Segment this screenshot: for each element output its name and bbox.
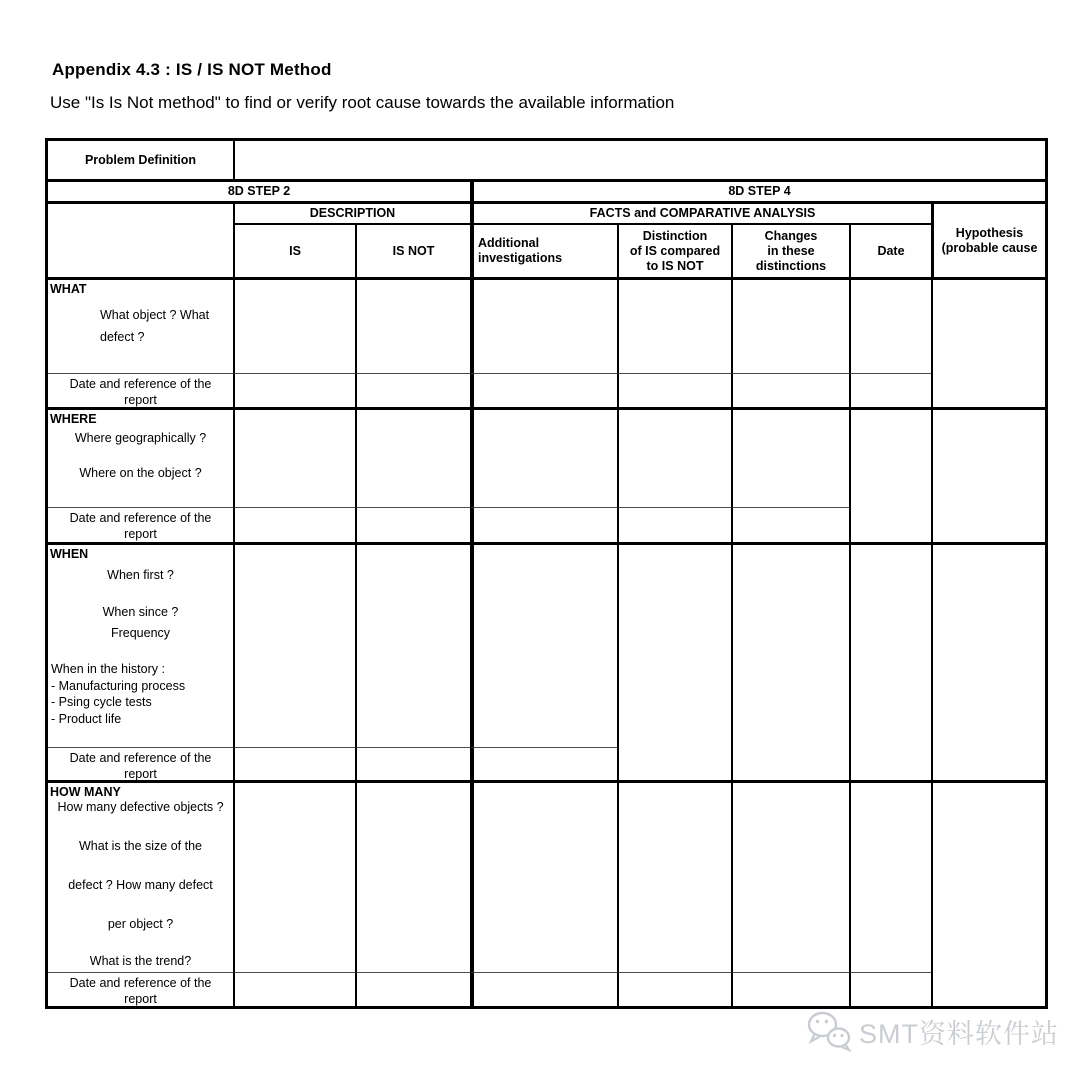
distinction-line3: to IS NOT: [646, 258, 704, 273]
date-column-header: Date: [849, 223, 931, 277]
changes-line2: in these: [767, 243, 815, 258]
table-cell: [355, 972, 470, 1006]
is-column-header: IS: [233, 223, 355, 277]
table-cell: [233, 747, 355, 780]
distinction-line2: of IS compared: [629, 243, 721, 258]
table-cell: [849, 780, 931, 972]
description-header: DESCRIPTION: [233, 201, 470, 223]
table-cell: [849, 373, 931, 407]
table-cell: [731, 507, 849, 542]
table-cell: [617, 407, 731, 507]
distinction-line1: Distinction: [642, 228, 708, 243]
table-cell: [470, 747, 617, 780]
how-many-question-line2: What is the size of the: [79, 839, 202, 853]
table-cell: [931, 780, 1045, 1006]
table-cell: [617, 972, 731, 1006]
table-cell: [470, 407, 617, 507]
table-cell: [617, 373, 731, 407]
when-question-since: When since ?: [102, 605, 179, 619]
date-reference-label: Date and reference of the report: [48, 747, 233, 780]
when-history-item3: - Product life: [51, 711, 122, 726]
changes-line1: Changes: [764, 228, 818, 243]
when-question-first: When first ?: [107, 568, 174, 582]
hypothesis-header: [931, 201, 1045, 277]
table-cell: [470, 507, 617, 542]
table-cell: [731, 373, 849, 407]
table-cell: [470, 277, 617, 373]
page-title: Appendix 4.3 : IS / IS NOT Method: [52, 60, 332, 79]
what-question-line1: What object ? What: [100, 308, 210, 322]
table-cell: [233, 542, 355, 747]
table-cell: [931, 407, 1045, 542]
table-cell: [617, 507, 731, 542]
how-many-title: HOW MANY: [50, 785, 121, 799]
table-cell: [233, 780, 355, 972]
watermark: [806, 1010, 1059, 1052]
table-cell: [233, 373, 355, 407]
problem-definition-value-cell: [233, 141, 1045, 179]
table-cell: [233, 407, 355, 507]
is-isnot-table: [45, 138, 1048, 1009]
date-reference-label: Date and reference of the report: [48, 373, 233, 407]
how-many-question-line3: defect ? How many defect: [68, 878, 213, 892]
where-question-line2: Where on the object ?: [79, 466, 202, 480]
table-cell: [617, 542, 731, 780]
how-many-question-line1: How many defective objects ?: [57, 800, 224, 814]
watermark-text: SMT资料软件站: [859, 1018, 1059, 1049]
changes-line3: distinctions: [755, 258, 827, 273]
where-section-label: [48, 407, 233, 507]
problem-definition-label: Problem Definition: [48, 141, 233, 179]
hypothesis-header-line1: Hypothesis: [955, 225, 1024, 240]
table-cell: [731, 972, 849, 1006]
step2-header: 8D STEP 2: [48, 179, 470, 201]
hypothesis-header-line2: (probable cause: [941, 240, 1038, 255]
how-many-section-label: [48, 780, 233, 972]
table-cell: [617, 277, 731, 373]
table-cell: [731, 277, 849, 373]
when-question-frequency: Frequency: [110, 626, 171, 640]
what-question-line2: defect ?: [100, 330, 145, 344]
step4-header: 8D STEP 4: [470, 179, 1045, 201]
table-cell: [233, 277, 355, 373]
table-cell: [470, 780, 617, 972]
table-cell: [731, 542, 849, 780]
where-title: WHERE: [50, 412, 97, 426]
table-cell: [617, 780, 731, 972]
table-cell: [849, 972, 931, 1006]
table-cell: [355, 407, 470, 507]
when-title: WHEN: [50, 547, 89, 561]
distinction-column-header: [617, 223, 731, 277]
what-title: WHAT: [50, 282, 87, 296]
table-cell: [931, 277, 1045, 407]
table-corner-cell: [48, 201, 233, 277]
is-not-column-header: IS NOT: [355, 223, 470, 277]
date-reference-label: Date and reference of the report: [48, 507, 233, 542]
table-cell: [355, 277, 470, 373]
table-cell: [470, 972, 617, 1006]
table-cell: [731, 407, 849, 507]
when-history-item1: - Manufacturing process: [51, 678, 186, 693]
table-cell: [731, 780, 849, 972]
table-cell: [470, 373, 617, 407]
table-cell: [355, 780, 470, 972]
page-subtitle: Use "Is Is Not method" to find or verify root cause towards the available information: [50, 93, 675, 112]
table-cell: [233, 507, 355, 542]
when-history-item2: - Psing cycle tests: [51, 695, 152, 709]
date-reference-label: Date and reference of the report: [48, 972, 233, 1006]
additional-investigations-header: Additional investigations: [470, 223, 617, 277]
wechat-icon: [806, 1010, 852, 1052]
how-many-question-line5: What is the trend?: [89, 954, 192, 968]
table-cell: [931, 542, 1045, 780]
table-cell: [233, 972, 355, 1006]
how-many-question-line4: per object ?: [107, 917, 174, 931]
where-question-line1: Where geographically ?: [74, 431, 207, 445]
table-cell: [849, 407, 931, 542]
when-history-title: When in the history :: [51, 662, 165, 676]
table-cell: [849, 542, 931, 780]
table-cell: [849, 277, 931, 373]
what-section-label: [48, 277, 233, 373]
facts-header: FACTS and COMPARATIVE ANALYSIS: [470, 201, 931, 223]
table-cell: [355, 542, 470, 747]
when-section-label: [48, 542, 233, 747]
table-cell: [355, 507, 470, 542]
table-cell: [470, 542, 617, 747]
table-cell: [355, 747, 470, 780]
changes-column-header: [731, 223, 849, 277]
table-cell: [355, 373, 470, 407]
